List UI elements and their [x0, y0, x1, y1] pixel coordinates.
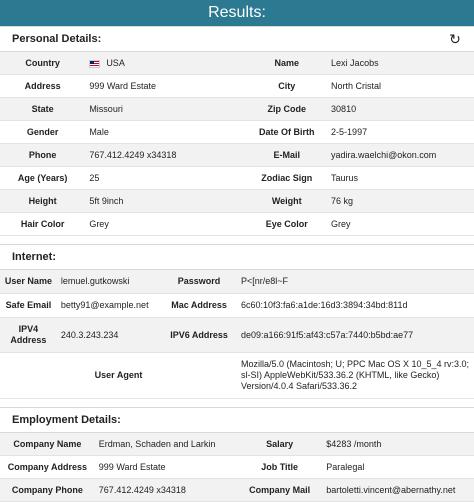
eye-color-label: Eye Color — [246, 213, 327, 236]
personal-details-header — [0, 27, 474, 52]
table-row — [0, 52, 474, 75]
company-mail-label: Company Mail — [237, 479, 322, 502]
table-row — [0, 75, 474, 98]
table-row — [0, 353, 474, 399]
country-label: Country — [0, 52, 85, 75]
us-flag-icon — [89, 60, 100, 68]
zodiac-value: Taurus — [327, 167, 474, 190]
city-label: City — [246, 75, 327, 98]
safe-email-label: Safe Email — [0, 294, 57, 318]
mac-address-label: Mac Address — [161, 294, 237, 318]
hair-color-label: Hair Color — [0, 213, 85, 236]
username-label: User Name — [0, 270, 57, 294]
internet-section — [0, 244, 474, 399]
safe-email-value: betty91@example.net — [57, 294, 161, 318]
salary-label: Salary — [237, 433, 322, 456]
height-label: Height — [0, 190, 85, 213]
password-value: P<[nr/e8l~F — [237, 270, 474, 294]
salary-value: $4283 /month — [322, 433, 474, 456]
age-value: 25 — [85, 167, 246, 190]
table-row — [0, 213, 474, 236]
gender-value: Male — [85, 121, 246, 144]
job-title-value: Paralegal — [322, 456, 474, 479]
email-value: yadira.waelchi@okon.com — [327, 144, 474, 167]
table-row — [0, 144, 474, 167]
table-row — [0, 167, 474, 190]
internet-title: Internet: — [12, 251, 56, 263]
state-label: State — [0, 98, 85, 121]
results-header: Results: — [0, 0, 474, 26]
phone-label: Phone — [0, 144, 85, 167]
employment-section — [0, 407, 474, 502]
table-row — [0, 433, 474, 456]
company-phone-value: 767.412.4249 x34318 — [95, 479, 237, 502]
name-value: Lexi Jacobs — [327, 52, 474, 75]
ipv4-value: 240.3.243.234 — [57, 318, 161, 353]
company-name-value: Erdman, Schaden and Larkin — [95, 433, 237, 456]
ipv6-label: IPV6 Address — [161, 318, 237, 353]
user-agent-value: Mozilla/5.0 (Macintosh; U; PPC Mac OS X 10_5_4 rv:3.0; sl-SI) AppleWebKit/533.36.2 (KHTML, like Gecko) Version/4.0.4 Safari/533.36.2 — [237, 353, 474, 399]
mac-address-value: 6c60:10f3:fa6:a1de:16d3:3894:34bd:811d — [237, 294, 474, 318]
table-row — [0, 479, 474, 502]
height-value: 5ft 9inch — [85, 190, 246, 213]
company-phone-label: Company Phone — [0, 479, 95, 502]
ipv6-value: de09:a166:91f5:af43:c57a:7440:b5bd:ae77 — [237, 318, 474, 353]
city-value: North Cristal — [327, 75, 474, 98]
dob-value: 2-5-1997 — [327, 121, 474, 144]
country-text: USA — [106, 58, 125, 68]
personal-details-title: Personal Details: — [12, 33, 102, 45]
employment-header — [0, 408, 474, 433]
country-value — [85, 52, 246, 75]
table-row — [0, 318, 474, 353]
table-row — [0, 294, 474, 318]
username-value: lemuel.gutkowski — [57, 270, 161, 294]
job-title-label: Job Title — [237, 456, 322, 479]
refresh-icon[interactable]: ↻ — [449, 30, 461, 47]
gender-label: Gender — [0, 121, 85, 144]
table-row — [0, 456, 474, 479]
eye-color-value: Grey — [327, 213, 474, 236]
hair-color-value: Grey — [85, 213, 246, 236]
table-row — [0, 121, 474, 144]
company-name-label: Company Name — [0, 433, 95, 456]
weight-value: 76 kg — [327, 190, 474, 213]
company-address-value: 999 Ward Estate — [95, 456, 237, 479]
table-row — [0, 98, 474, 121]
company-mail-value: bartoletti.vincent@abernathy.net — [322, 479, 474, 502]
age-label: Age (Years) — [0, 167, 85, 190]
employment-title: Employment Details: — [12, 414, 121, 426]
password-label: Password — [161, 270, 237, 294]
name-label: Name — [246, 52, 327, 75]
spacer — [0, 399, 474, 407]
weight-label: Weight — [246, 190, 327, 213]
zip-value: 30810 — [327, 98, 474, 121]
email-label: E-Mail — [246, 144, 327, 167]
personal-details-table — [0, 52, 474, 236]
spacer — [0, 236, 474, 244]
internet-header — [0, 245, 474, 270]
dob-label: Date Of Birth — [246, 121, 327, 144]
zip-label: Zip Code — [246, 98, 327, 121]
ipv4-label: IPV4 Address — [0, 318, 57, 353]
state-value: Missouri — [85, 98, 246, 121]
address-value: 999 Ward Estate — [85, 75, 246, 98]
table-row — [0, 190, 474, 213]
internet-table — [0, 270, 474, 399]
zodiac-label: Zodiac Sign — [246, 167, 327, 190]
company-address-label: Company Address — [0, 456, 95, 479]
phone-value: 767.412.4249 x34318 — [85, 144, 246, 167]
address-label: Address — [0, 75, 85, 98]
personal-details-section — [0, 26, 474, 236]
table-row — [0, 270, 474, 294]
user-agent-label: User Agent — [0, 353, 237, 399]
